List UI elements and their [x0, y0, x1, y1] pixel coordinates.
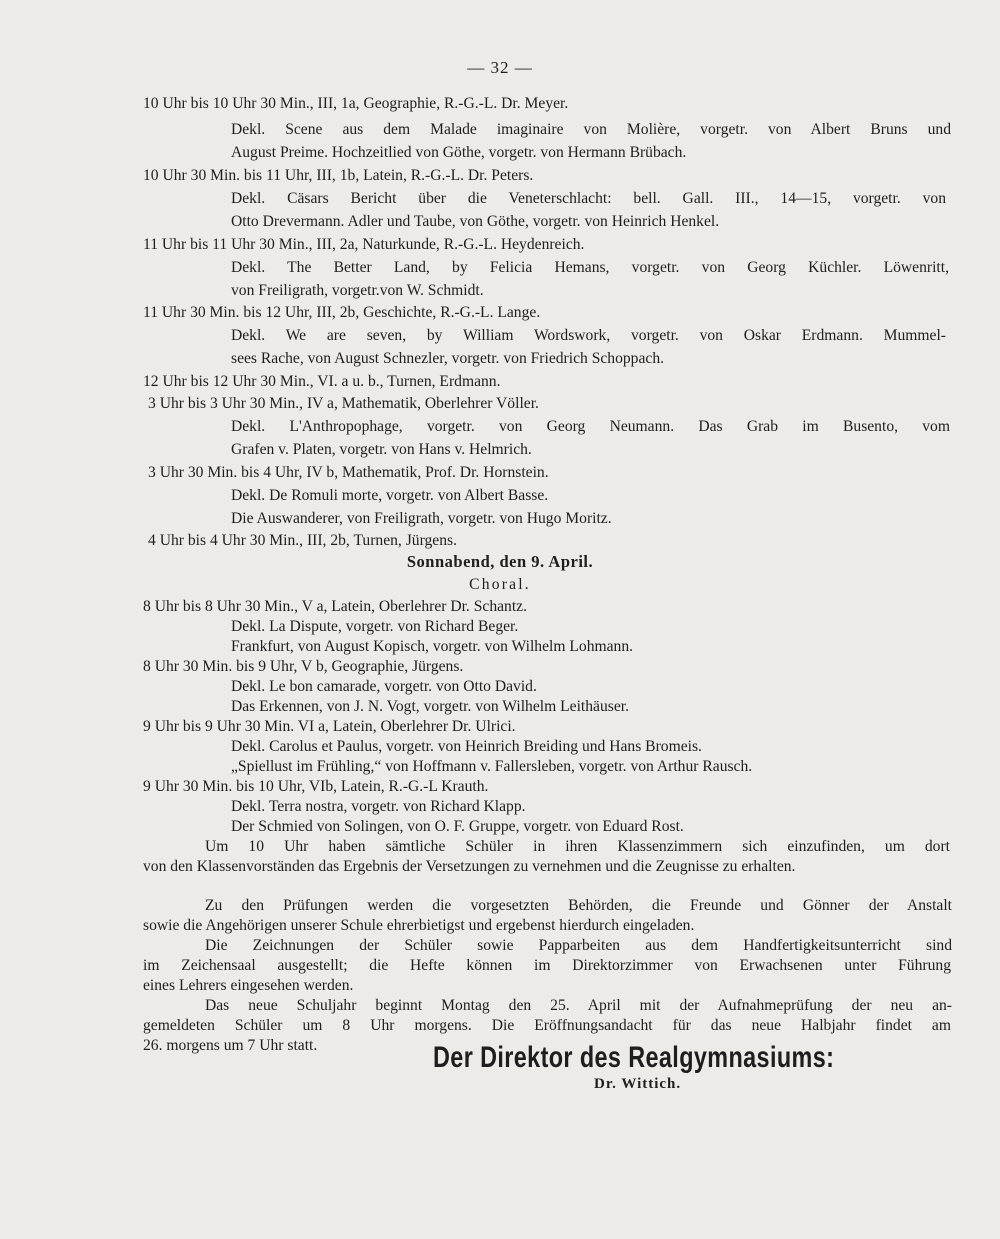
schedule-detail: Otto Drevermann. Adler und Taube, von Göthe, vorgetr. von Heinrich Henkel.	[231, 213, 720, 230]
schedule-detail: Die Auswanderer, von Freiligrath, vorgetr. von Hugo Moritz.	[231, 510, 612, 527]
notice-paragraph: Zu den Prüfungen werden die vorgesetzten Behörden, die Freunde und Gönner der Anstalt	[205, 897, 952, 914]
schedule-entry: 9 Uhr 30 Min. bis 10 Uhr, VIb, Latein, R.-G.-L Krauth.	[143, 778, 489, 795]
schedule-detail: Dekl. De Romuli morte, vorgetr. von Albert Basse.	[231, 487, 549, 504]
notice-paragraph: Das neue Schuljahr beginnt Montag den 25. April mit der Aufnahmeprüfung der neu an-	[205, 997, 952, 1014]
schedule-detail: Grafen v. Platen, vorgetr. von Hans v. Helmrich.	[231, 441, 532, 458]
schedule-entry: 8 Uhr bis 8 Uhr 30 Min., V a, Latein, Oberlehrer Dr. Schantz.	[143, 598, 527, 615]
schedule-detail: Dekl. The Better Land, by Felicia Hemans, vorgetr. von Georg Küchler. Löwenritt,	[231, 259, 949, 276]
notice-paragraph: eines Lehrers eingesehen werden.	[143, 977, 354, 994]
closing-instruction: von den Klassenvorständen das Ergebnis der Versetzungen zu vernehmen und die Zeugnisse zu erhalten.	[143, 858, 796, 875]
schedule-detail: Dekl. Cäsars Bericht über die Veneterschlacht: bell. Gall. III., 14—15, vorgetr. von	[231, 190, 946, 207]
schedule-entry: 3 Uhr bis 3 Uhr 30 Min., IV a, Mathematik, Oberlehrer Völler.	[148, 395, 539, 412]
schedule-entry: 11 Uhr bis 11 Uhr 30 Min., III, 2a, Naturkunde, R.-G.-L. Heydenreich.	[143, 236, 585, 253]
schedule-detail: Dekl. Le bon camarade, vorgetr. von Otto David.	[231, 678, 537, 695]
closing-instruction: Um 10 Uhr haben sämtliche Schüler in ihren Klassenzimmern sich einzufinden, um dort	[205, 838, 950, 855]
notice-paragraph: im Zeichensaal ausgestellt; die Hefte können im Direktorzimmer von Erwachsenen unter Führung	[143, 957, 951, 974]
schedule-detail: August Preime. Hochzeitlied von Göthe, vorgetr. von Hermann Brübach.	[231, 144, 687, 161]
schedule-entry: 3 Uhr 30 Min. bis 4 Uhr, IV b, Mathematik, Prof. Dr. Hornstein.	[148, 464, 549, 481]
schedule-detail: Dekl. We are seven, by William Wordswork, vorgetr. von Oskar Erdmann. Mummel-	[231, 327, 946, 344]
notice-paragraph: gemeldeten Schüler um 8 Uhr morgens. Die Eröffnungsandacht für das neue Halbjahr findet am	[143, 1017, 951, 1034]
schedule-detail: Dekl. Terra nostra, vorgetr. von Richard Klapp.	[231, 798, 526, 815]
schedule-entry: 9 Uhr bis 9 Uhr 30 Min. VI a, Latein, Oberlehrer Dr. Ulrici.	[143, 718, 516, 735]
schedule-detail: sees Rache, von August Schnezler, vorgetr. von Friedrich Schoppach.	[231, 350, 665, 367]
schedule-detail: Dekl. La Dispute, vorgetr. von Richard Beger.	[231, 618, 519, 635]
section-heading: Sonnabend, den 9. April.	[406, 552, 594, 571]
schedule-entry: 4 Uhr bis 4 Uhr 30 Min., III, 2b, Turnen, Jürgens.	[148, 532, 457, 549]
schedule-detail: „Spiellust im Frühling,“ von Hoffmann v. Fallersleben, vorgetr. von Arthur Rausch.	[231, 758, 753, 775]
notice-paragraph: 26. morgens um 7 Uhr statt.	[143, 1037, 318, 1054]
page-number: — 32 —	[467, 58, 533, 77]
schedule-detail: Der Schmied von Solingen, von O. F. Gruppe, vorgetr. von Eduard Rost.	[231, 818, 684, 835]
schedule-entry: 11 Uhr 30 Min. bis 12 Uhr, III, 2b, Geschichte, R.-G.-L. Lange.	[143, 304, 541, 321]
schedule-entry: 10 Uhr bis 10 Uhr 30 Min., III, 1a, Geographie, R.-G.-L. Dr. Meyer.	[143, 95, 569, 112]
notice-paragraph: Die Zeichnungen der Schüler sowie Papparbeiten aus dem Handfertigkeitsunterricht sind	[205, 937, 952, 954]
schedule-entry: 8 Uhr 30 Min. bis 9 Uhr, V b, Geographie, Jürgens.	[143, 658, 464, 675]
notice-paragraph: sowie die Angehörigen unserer Schule ehrerbietigst und ergebenst hierdurch eingeladen.	[143, 917, 695, 934]
choral-label: Choral.	[469, 576, 531, 593]
schedule-detail: Dekl. Scene aus dem Malade imaginaire von Molière, vorgetr. von Albert Bruns und	[231, 121, 951, 138]
schedule-detail: von Freiligrath, vorgetr.von W. Schmidt.	[231, 282, 484, 299]
schedule-entry: 10 Uhr 30 Min. bis 11 Uhr, III, 1b, Latein, R.-G.-L. Dr. Peters.	[143, 167, 534, 184]
signature-name: Dr. Wittich.	[594, 1076, 682, 1092]
schedule-detail: Dekl. L'Anthropophage, vorgetr. von Georg Neumann. Das Grab im Busento, vom	[231, 418, 950, 435]
schedule-entry: 12 Uhr bis 12 Uhr 30 Min., VI. a u. b., Turnen, Erdmann.	[143, 373, 501, 390]
signature-title: Der Direktor des Realgymnasiums:	[433, 1041, 835, 1074]
schedule-detail: Dekl. Carolus et Paulus, vorgetr. von Heinrich Breiding und Hans Bromeis.	[231, 738, 702, 755]
schedule-detail: Das Erkennen, von J. N. Vogt, vorgetr. von Wilhelm Leithäuser.	[231, 698, 629, 715]
schedule-detail: Frankfurt, von August Kopisch, vorgetr. von Wilhelm Lohmann.	[231, 638, 634, 655]
